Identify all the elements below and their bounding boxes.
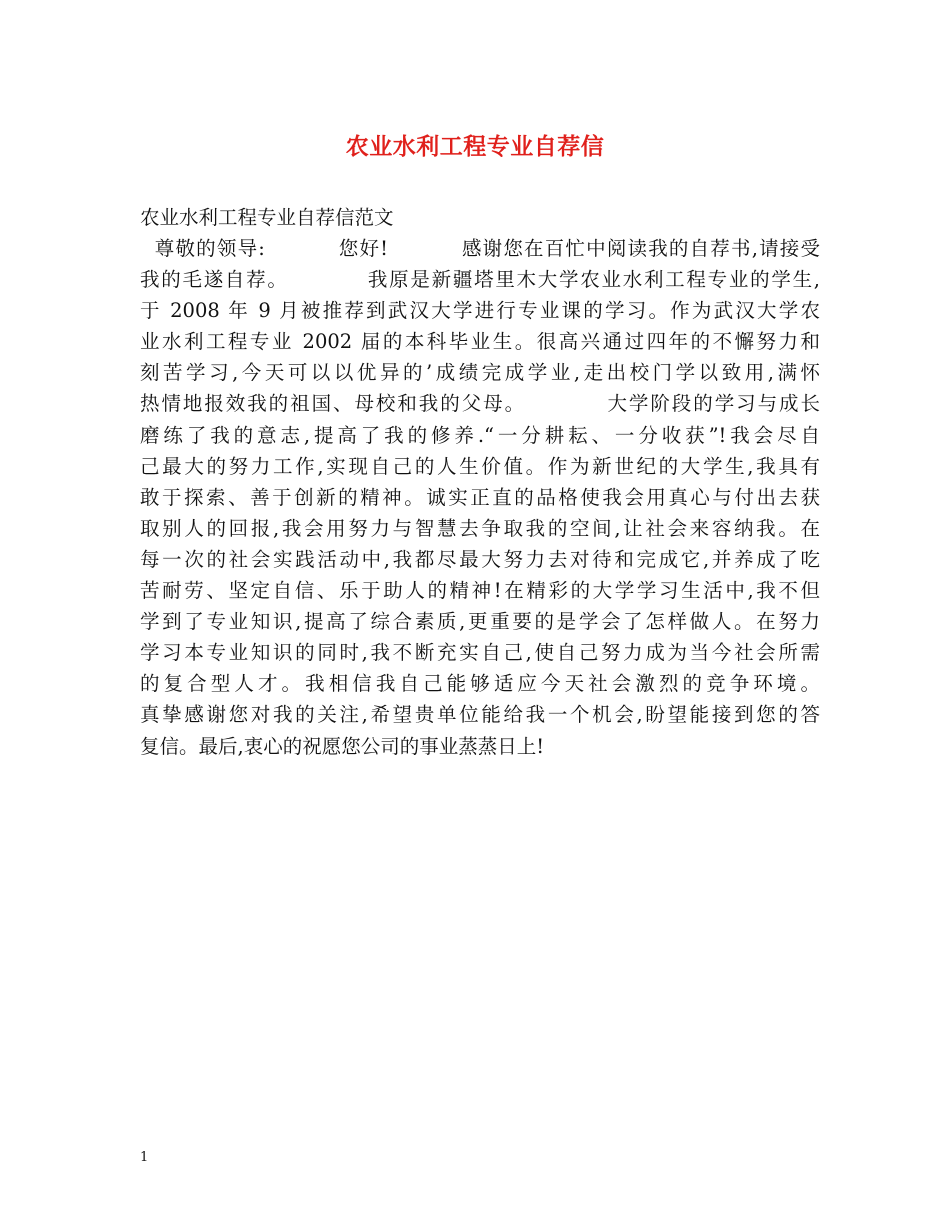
paragraph-line: 刻苦学习,今天可以以优异的’成绩完成学业,走出校门学以致用,满怀	[140, 361, 820, 385]
paragraph-line: 热情地报效我的祖国、母校和我的父母。 大学阶段的学习与成长	[140, 392, 820, 416]
paragraph-line: 己最大的努力工作,实现自己的人生价值。作为新世纪的大学生,我具有	[140, 454, 820, 478]
paragraph-line: 真挚感谢您对我的关注,希望贵单位能给我一个机会,盼望能接到您的答	[140, 703, 820, 727]
paragraph-line: 学到了专业知识,提高了综合素质,更重要的是学会了怎样做人。在努力	[140, 610, 820, 634]
paragraph-line: 我的毛遂自荐。 我原是新疆塔里木大学农业水利工程专业的学生,	[140, 268, 820, 292]
paragraph-line: 学习本专业知识的同时,我不断充实自己,使自己努力成为当今社会所需	[140, 641, 820, 665]
paragraph-line: 磨练了我的意志,提高了我的修养.“一分耕耘、一分收获”!我会尽自	[140, 423, 820, 447]
paragraph-line: 于 2008 年 9 月被推荐到武汉大学进行专业课的学习。作为武汉大学农	[140, 299, 820, 323]
paragraph-line: 取别人的回报,我会用努力与智慧去争取我的空间,让社会来容纳我。在	[140, 516, 820, 540]
letter-body	[140, 202, 820, 762]
paragraph-line: 的复合型人才。我相信我自己能够适应今天社会激烈的竞争环境。	[140, 672, 820, 696]
paragraph-line: 复信。最后,衷心的祝愿您公司的事业蒸蒸日上!	[140, 734, 545, 758]
paragraph-line: 业水利工程专业 2002 届的本科毕业生。很高兴通过四年的不懈努力和	[140, 330, 820, 354]
document-subtitle: 农业水利工程专业自荐信范文	[140, 206, 394, 229]
paragraph-line: 每一次的社会实践活动中,我都尽最大努力去对待和完成它,并养成了吃	[140, 547, 820, 571]
page-number: 1	[140, 1150, 149, 1165]
document-title: 农业水利工程专业自荐信	[345, 134, 605, 160]
paragraph-line: 尊敬的领导: 您好! 感谢您在百忙中阅读我的自荐书,请接受	[140, 237, 820, 260]
paragraph-line: 苦耐劳、坚定自信、乐于助人的精神!在精彩的大学学习生活中,我不但	[140, 579, 820, 603]
paragraph-line: 敢于探索、善于创新的精神。诚实正直的品格使我会用真心与付出去获	[140, 485, 820, 509]
